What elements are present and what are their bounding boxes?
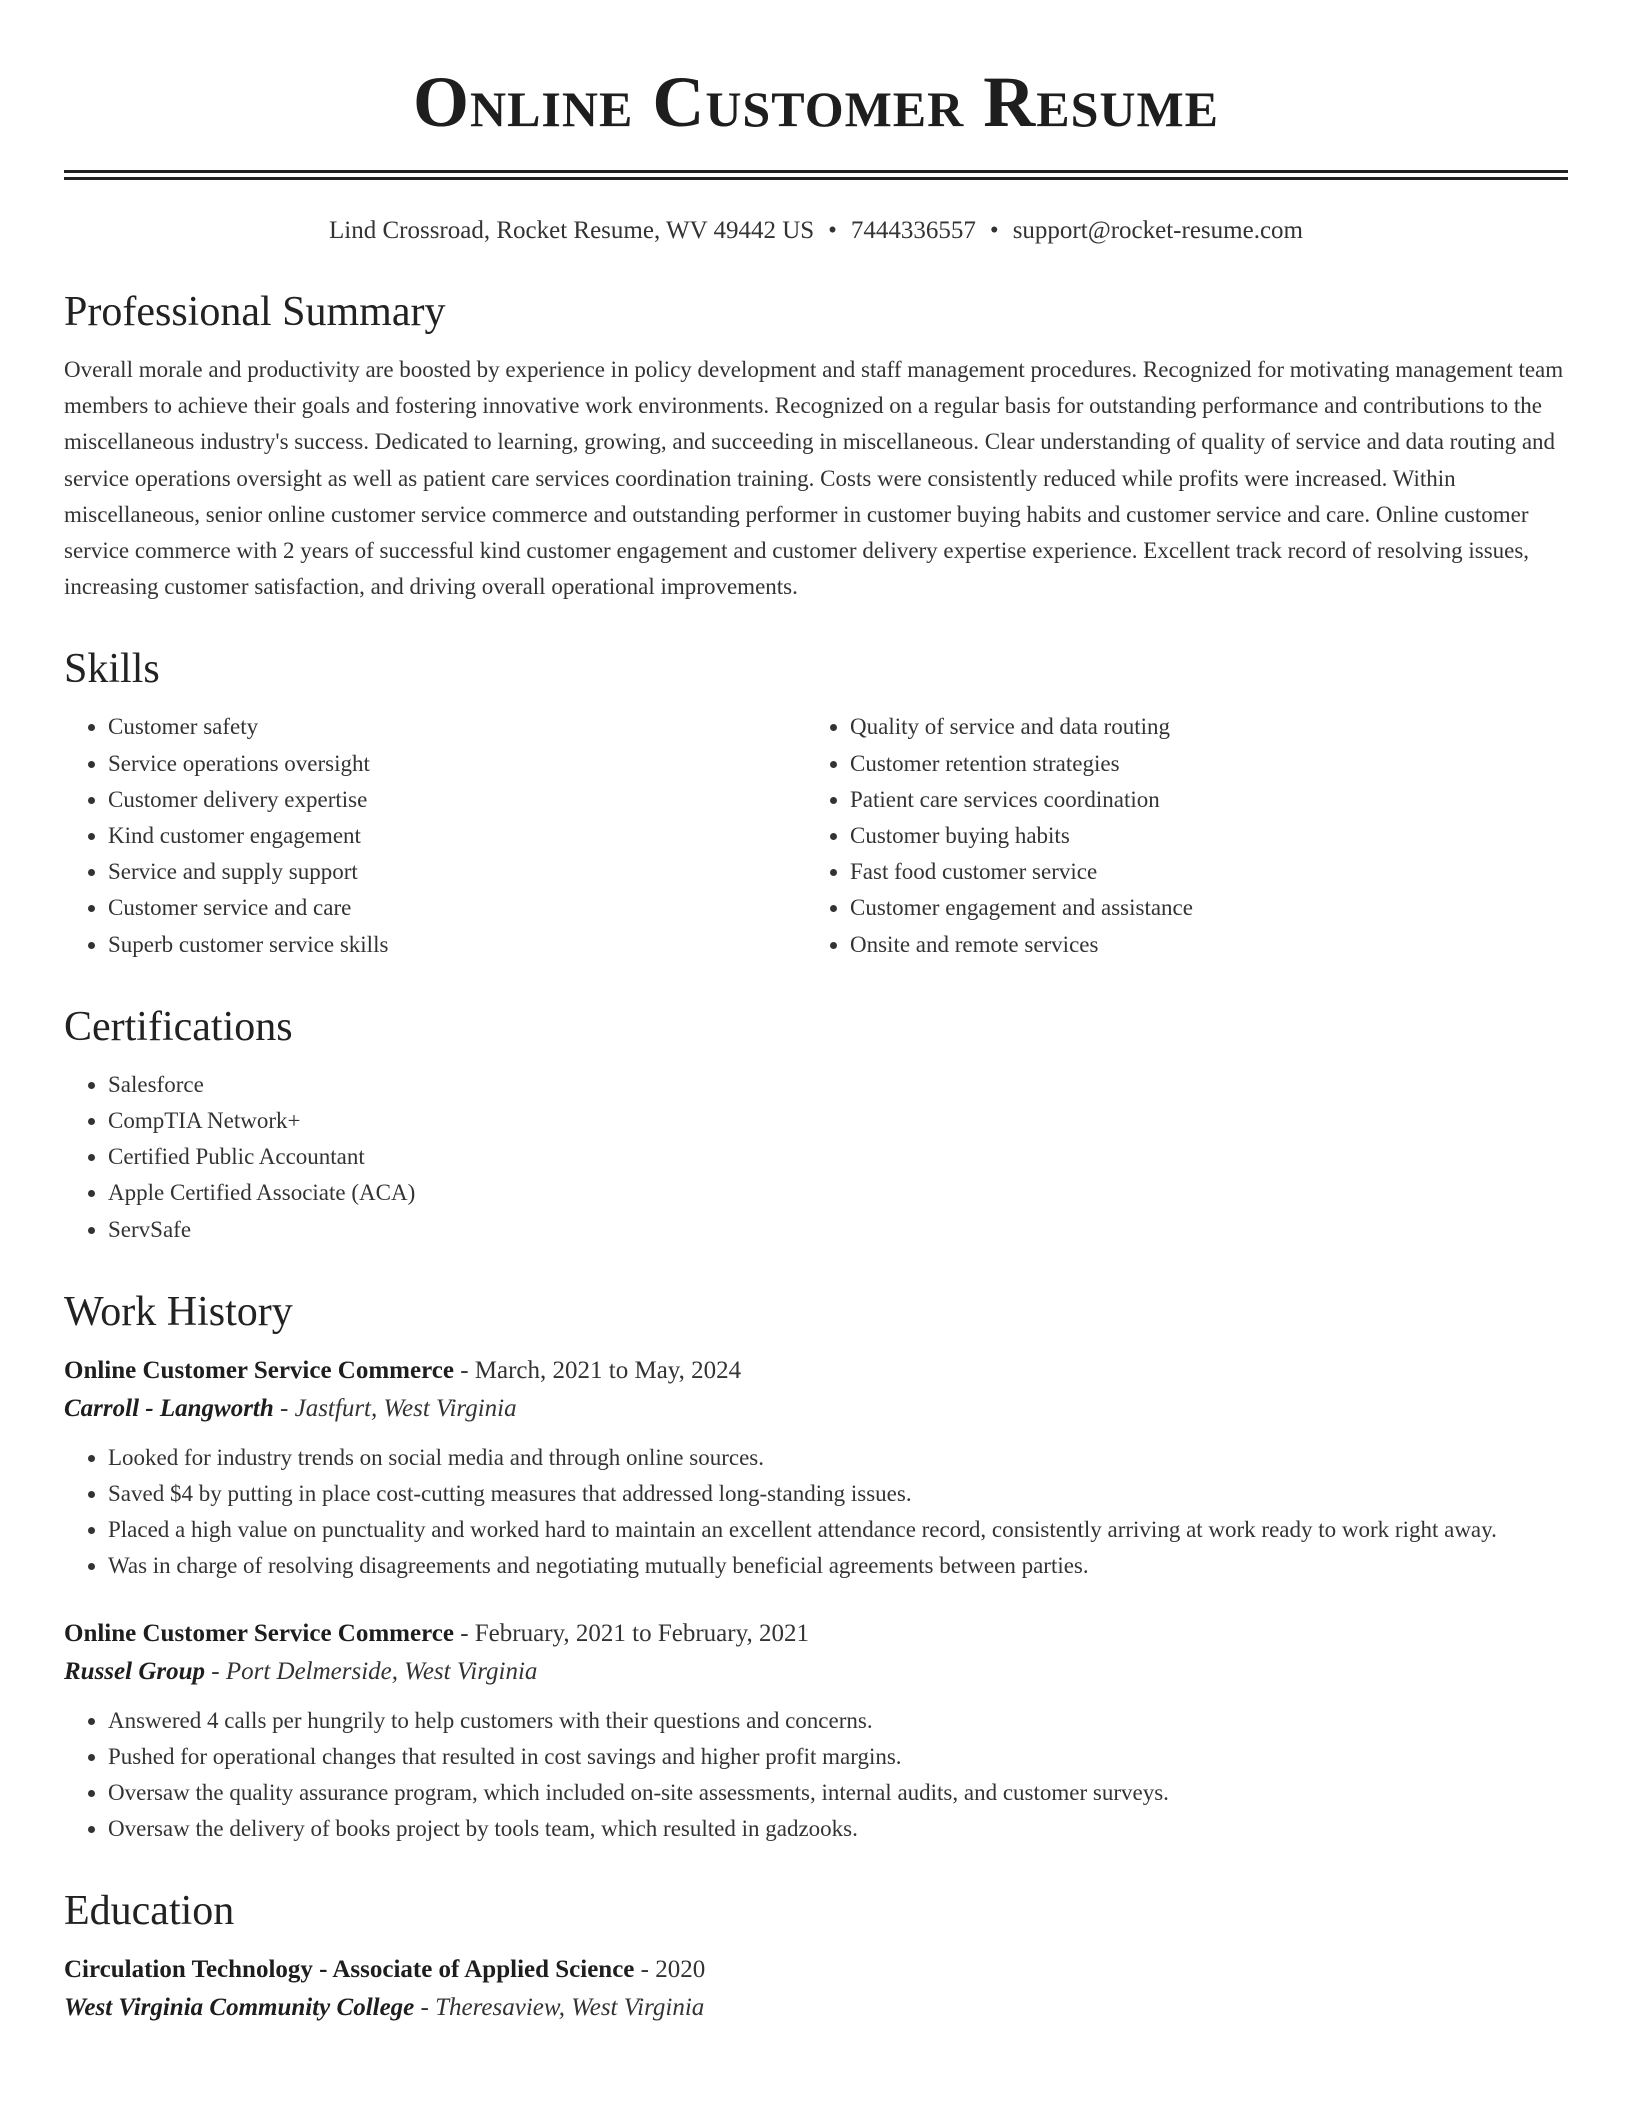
skills-heading: Skills <box>64 646 160 693</box>
skill-item: • Customer service and care <box>108 890 806 926</box>
job-title: Online Customer Service Commerce <box>64 1356 454 1384</box>
job-entry <box>64 1615 1568 1848</box>
certification-item: • Apple Certified Associate (ACA) <box>108 1175 1568 1211</box>
skill-item: • Superb customer service skills <box>108 927 806 963</box>
job-company-line <box>64 1390 1568 1428</box>
job-company: Russel Group <box>64 1657 206 1685</box>
skills-column-left <box>64 709 806 962</box>
contact-address: Lind Crossroad, Rocket Resume, WV 49442 US <box>329 217 815 244</box>
contact-line <box>64 214 1568 248</box>
certification-item: • Salesforce <box>108 1067 1568 1103</box>
certification-item: • ServSafe <box>108 1212 1568 1248</box>
job-title-line <box>64 1352 1568 1390</box>
certification-item: • CompTIA Network+ <box>108 1103 1568 1139</box>
certifications-list <box>64 1067 1568 1248</box>
skills-list-left <box>64 709 806 962</box>
job-location: - Port Delmerside, West Virginia <box>205 1657 538 1685</box>
education-year: - 2020 <box>634 1956 706 1984</box>
contact-email: support@rocket-resume.com <box>1012 217 1303 244</box>
job-duty-item: • Answered 4 calls per hungrily to help customers with their questions and concerns. <box>108 1703 1568 1739</box>
skill-item: • Kind customer engagement <box>108 818 806 854</box>
job-duty-item: • Was in charge of resolving disagreements and negotiating mutually beneficial agreements between parties. <box>108 1548 1568 1584</box>
job-dates: - February, 2021 to February, 2021 <box>453 1619 809 1647</box>
skill-item: • Customer engagement and assistance <box>850 890 1548 926</box>
education-school: West Virginia Community College <box>64 1994 415 2022</box>
education-school-line <box>64 1989 1568 2027</box>
job-duty-item: • Oversaw the delivery of books project by tools team, which resulted in gadzooks. <box>108 1811 1568 1847</box>
skill-item: • Customer buying habits <box>850 818 1548 854</box>
job-dates: - March, 2021 to May, 2024 <box>453 1356 742 1384</box>
certifications-heading: Certifications <box>64 1003 293 1050</box>
title-divider <box>64 170 1568 180</box>
education-heading: Education <box>64 1888 235 1935</box>
summary-text: Overall morale and productivity are boosted by experience in policy development and staff management procedures. Recognized for motivating management team members to achieve their goals and fostering innovative work environments. Recognized on a regular basis for outstanding performance and contributions to the miscellaneous industry's success. Dedicated to learning, growing, and succeeding in miscellaneous. Clear understanding of quality of service and data routing and service operations oversight as well as patient care services coordination training. Costs were consistently reduced while profits were increased. Within miscellaneous, senior online customer service commerce and outstanding performer in customer buying habits and customer service and care. Online customer service commerce with 2 years of successful kind customer engagement and customer delivery expertise experience. Excellent track record of resolving issues, increasing customer satisfaction, and driving overall operational improvements. <box>64 357 1564 600</box>
education-degree: Circulation Technology - Associate of Applied Science <box>64 1956 635 1984</box>
summary-section <box>64 286 1568 605</box>
job-company-line <box>64 1653 1568 1691</box>
skill-item: • Customer delivery expertise <box>108 782 806 818</box>
work-history-heading: Work History <box>64 1288 293 1335</box>
job-duty-item: • Pushed for operational changes that resulted in cost savings and higher profit margins. <box>108 1739 1568 1775</box>
summary-heading: Professional Summary <box>64 289 446 335</box>
job-entry <box>64 1352 1568 1585</box>
contact-separator: • <box>828 217 837 244</box>
skills-grid <box>64 709 1568 962</box>
job-duty-item: • Looked for industry trends on social media and through online sources. <box>108 1440 1568 1476</box>
skills-column-right <box>806 709 1548 962</box>
skills-section <box>64 643 1568 962</box>
skill-item: • Patient care services coordination <box>850 782 1548 818</box>
education-location: - Theresaview, West Virginia <box>414 1994 705 2022</box>
contact-separator: • <box>989 217 999 244</box>
job-duties-list <box>64 1440 1568 1585</box>
job-duties-list <box>64 1703 1568 1848</box>
skill-item: • Service and supply support <box>108 854 806 890</box>
resume-title: Online Customer Resume <box>412 62 1220 142</box>
work-history-section <box>64 1286 1568 1848</box>
certifications-section <box>64 1001 1568 1248</box>
skill-item: • Onsite and remote services <box>850 927 1548 963</box>
contact-phone: 7444336557 <box>850 217 976 244</box>
skills-list-right <box>806 709 1548 962</box>
job-title: Online Customer Service Commerce <box>64 1619 454 1647</box>
education-degree-line <box>64 1951 1568 1989</box>
job-duty-item: • Placed a high value on punctuality and worked hard to maintain an excellent attendance record, consistently arriving at work ready to work right away. <box>108 1512 1568 1548</box>
skill-item: • Quality of service and data routing <box>850 709 1548 745</box>
education-section <box>64 1885 1568 2027</box>
skill-item: • Fast food customer service <box>850 854 1548 890</box>
job-duty-item: • Oversaw the quality assurance program, which included on-site assessments, internal audits, and customer surveys. <box>108 1775 1568 1811</box>
certification-item: • Certified Public Accountant <box>108 1139 1568 1175</box>
job-location: - Jastfurt, West Virginia <box>273 1394 517 1422</box>
job-company: Carroll - Langworth <box>64 1394 274 1422</box>
skill-item: • Service operations oversight <box>108 746 806 782</box>
job-duty-item: • Saved $4 by putting in place cost-cutting measures that addressed long-standing issues. <box>108 1476 1568 1512</box>
skill-item: • Customer retention strategies <box>850 746 1548 782</box>
job-title-line <box>64 1615 1568 1653</box>
skill-item: • Customer safety <box>108 709 806 745</box>
